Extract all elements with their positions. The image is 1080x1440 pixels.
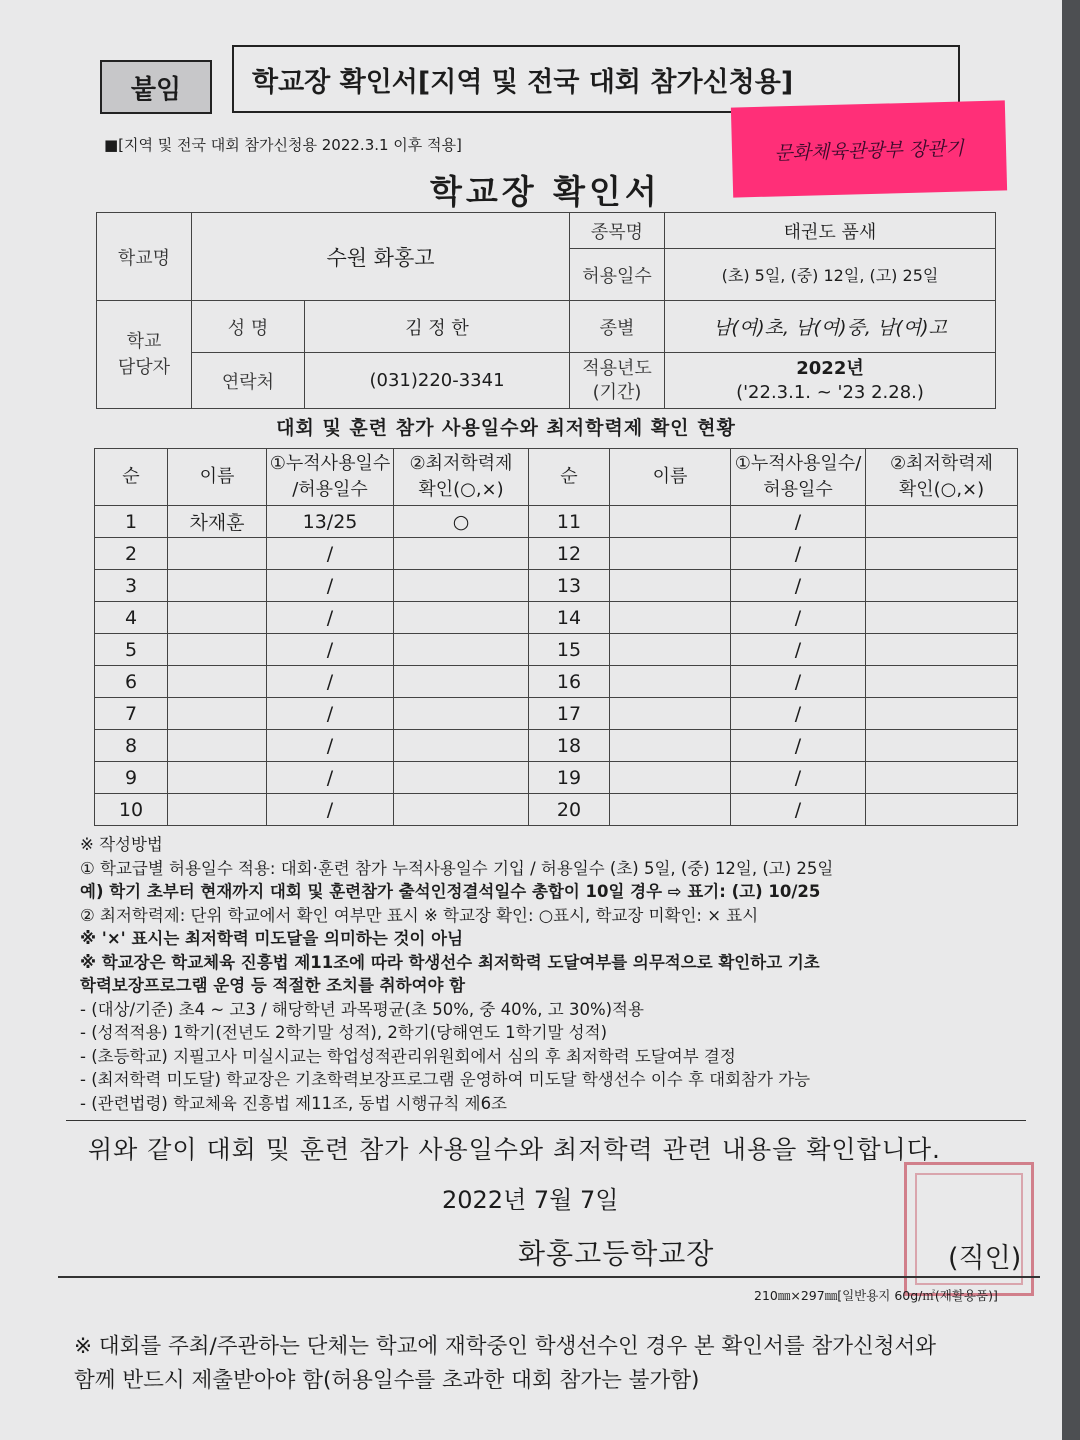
row-number: 7 bbox=[95, 698, 168, 730]
page-title: 학교장 확인서 bbox=[430, 172, 661, 211]
student-name bbox=[168, 570, 267, 602]
contact-label: 연락처 bbox=[192, 353, 305, 409]
used-days: / bbox=[731, 602, 866, 634]
used-days: / bbox=[731, 634, 866, 666]
name-label: 성 명 bbox=[192, 301, 305, 353]
used-days: / bbox=[267, 698, 394, 730]
school-label: 학교명 bbox=[97, 213, 192, 301]
note-line: - (성적적용) 1학기(전년도 2학기말 성적), 2학기(당해연도 1학기말 성적) bbox=[80, 1023, 608, 1042]
used-days: / bbox=[731, 506, 866, 538]
table-row bbox=[95, 506, 1018, 538]
academic-check bbox=[394, 730, 529, 762]
used-days: / bbox=[267, 762, 394, 794]
student-name: 차재훈 bbox=[168, 506, 267, 538]
contact-value: (031)220-3341 bbox=[305, 353, 570, 409]
academic-check bbox=[866, 570, 1018, 602]
row-number: 3 bbox=[95, 570, 168, 602]
academic-check bbox=[866, 698, 1018, 730]
gender-value: 남(여)초, 남(여)중, 남(여)고 bbox=[665, 301, 996, 353]
confirm-statement: 위와 같이 대회 및 훈련 참가 사용일수와 최저학력 관련 내용을 확인합니다. bbox=[88, 1135, 941, 1164]
principal-title: 화홍고등학교장 bbox=[518, 1237, 715, 1270]
used-days: / bbox=[731, 730, 866, 762]
student-name bbox=[610, 730, 731, 762]
table-row bbox=[95, 698, 1018, 730]
note-line: - (대상/기준) 초4 ~ 고3 / 해당학년 과목평균(초 50%, 중 40%, 고 30%)적용 bbox=[80, 999, 644, 1019]
used-days: / bbox=[731, 570, 866, 602]
note-line: ② 최저학력제: 단위 학교에서 확인 여부만 표시 ※ 학교장 확인: ○표시, 학교장 미확인: × 표시 bbox=[80, 905, 759, 925]
info-table bbox=[96, 212, 996, 409]
table-row bbox=[95, 538, 1018, 570]
year-cell bbox=[665, 353, 996, 409]
student-name bbox=[168, 634, 267, 666]
row-number: 4 bbox=[95, 602, 168, 634]
academic-check bbox=[394, 538, 529, 570]
writing-guide bbox=[80, 833, 1040, 1115]
header-check: ②최저학력제 확인(○,×) bbox=[866, 449, 1018, 506]
name-value: 김 정 한 bbox=[305, 301, 570, 353]
header-days: ①누적사용일수 /허용일수 bbox=[267, 449, 394, 506]
academic-check: ○ bbox=[394, 506, 529, 538]
academic-check bbox=[394, 666, 529, 698]
used-days: / bbox=[267, 794, 394, 826]
used-days: / bbox=[731, 794, 866, 826]
academic-check bbox=[866, 634, 1018, 666]
issue-date: 2022년 7월 7일 bbox=[442, 1186, 619, 1214]
used-days: / bbox=[267, 730, 394, 762]
allowed-value: (초) 5일, (중) 12일, (고) 25일 bbox=[665, 249, 996, 301]
note-line: ① 학교급별 허용일수 적용: 대회·훈련 참가 누적사용일수 기입 / 허용일수 (초) 5일, (중) 12일, (고) 25일 bbox=[80, 858, 834, 878]
note-line: - (관련법령) 학교체육 진흥법 제11조, 동법 시행규칙 제6조 bbox=[80, 1093, 507, 1113]
row-number: 20 bbox=[529, 794, 610, 826]
sticky-note bbox=[731, 100, 1007, 197]
student-name bbox=[168, 538, 267, 570]
academic-check bbox=[866, 794, 1018, 826]
table-row bbox=[95, 666, 1018, 698]
student-name bbox=[610, 506, 731, 538]
divider bbox=[58, 1276, 1040, 1278]
background-surface bbox=[1062, 0, 1080, 1440]
allowed-label: 허용일수 bbox=[570, 249, 665, 301]
header-no: 순 bbox=[95, 449, 168, 506]
header-name: 이름 bbox=[168, 449, 267, 506]
divider bbox=[66, 1120, 1026, 1121]
used-days: / bbox=[267, 538, 394, 570]
gender-label: 종별 bbox=[570, 301, 665, 353]
event-label: 종목명 bbox=[570, 213, 665, 249]
student-name bbox=[168, 698, 267, 730]
status-header-row bbox=[95, 449, 1018, 506]
academic-check bbox=[866, 602, 1018, 634]
academic-check bbox=[394, 762, 529, 794]
used-days: / bbox=[267, 570, 394, 602]
student-name bbox=[168, 794, 267, 826]
event-value: 태권도 품새 bbox=[665, 213, 996, 249]
note-line: 학력보장프로그램 운영 등 적절한 조치를 취하여야 함 bbox=[80, 976, 466, 995]
note-line: 예) 학기 초부터 현재까지 대회 및 훈련참가 출석인정결석일수 총합이 10일 경우 ⇨ 표기: (고) 10/25 bbox=[80, 882, 821, 901]
used-days: / bbox=[731, 762, 866, 794]
status-title: 대회 및 훈련 참가 사용일수와 최저학력제 확인 현황 bbox=[276, 417, 736, 439]
sticky-note-text: 문화체육관광부 장관기 bbox=[773, 137, 965, 164]
note-line: - (최저학력 미도달) 학교장은 기초학력보장프로그램 운영하여 미도달 학생선수 이수 후 대회참가 가능 bbox=[80, 1070, 811, 1089]
used-days: / bbox=[731, 538, 866, 570]
used-days: 13/25 bbox=[267, 506, 394, 538]
row-number: 6 bbox=[95, 666, 168, 698]
row-number: 5 bbox=[95, 634, 168, 666]
bottom-notice bbox=[74, 1330, 936, 1398]
academic-check bbox=[866, 506, 1018, 538]
table-row bbox=[95, 794, 1018, 826]
doc-header-title: 학교장 확인서[지역 및 전국 대회 참가신청용] bbox=[232, 45, 960, 113]
academic-check bbox=[394, 602, 529, 634]
used-days: / bbox=[731, 666, 866, 698]
student-name bbox=[168, 730, 267, 762]
student-name bbox=[610, 794, 731, 826]
table-row bbox=[95, 634, 1018, 666]
academic-check bbox=[866, 666, 1018, 698]
row-number: 15 bbox=[529, 634, 610, 666]
student-name bbox=[610, 666, 731, 698]
row-number: 10 bbox=[95, 794, 168, 826]
used-days: / bbox=[731, 698, 866, 730]
note-line: ※ '×' 표시는 최저학력 미도달을 의미하는 것이 아님 bbox=[80, 929, 464, 948]
student-name bbox=[610, 602, 731, 634]
paper-size-note: 210㎜×297㎜[일반용지 60g/㎡(재활용품)] bbox=[754, 1288, 998, 1303]
row-number: 1 bbox=[95, 506, 168, 538]
row-number: 12 bbox=[529, 538, 610, 570]
row-number: 18 bbox=[529, 730, 610, 762]
academic-check bbox=[394, 698, 529, 730]
student-name bbox=[168, 762, 267, 794]
used-days: / bbox=[267, 602, 394, 634]
seal-label: (직인) bbox=[948, 1243, 1022, 1274]
student-name bbox=[168, 602, 267, 634]
table-row bbox=[95, 602, 1018, 634]
used-days: / bbox=[267, 666, 394, 698]
manager-label: 학교 담당자 bbox=[97, 301, 192, 409]
year-period: ('22.3.1. ~ '23 2.28.) bbox=[736, 381, 924, 403]
header-days: ①누적사용일수/ 허용일수 bbox=[731, 449, 866, 506]
table-row bbox=[95, 762, 1018, 794]
row-number: 16 bbox=[529, 666, 610, 698]
student-name bbox=[610, 570, 731, 602]
table-row bbox=[95, 570, 1018, 602]
student-name bbox=[610, 762, 731, 794]
academic-check bbox=[866, 538, 1018, 570]
status-table bbox=[94, 448, 1018, 826]
note-line: ※ 작성방법 bbox=[80, 835, 163, 854]
attachment-label: 붙임 bbox=[100, 60, 212, 114]
year-value: 2022년 bbox=[796, 357, 864, 379]
academic-check bbox=[394, 634, 529, 666]
row-number: 17 bbox=[529, 698, 610, 730]
year-label: 적용년도 (기간) bbox=[570, 353, 665, 409]
student-name bbox=[610, 538, 731, 570]
notice-line: ※ 대회를 주최/주관하는 단체는 학교에 재학중인 학생선수인 경우 본 확인서를 참가신청서와 bbox=[74, 1334, 937, 1359]
row-number: 13 bbox=[529, 570, 610, 602]
row-number: 19 bbox=[529, 762, 610, 794]
row-number: 14 bbox=[529, 602, 610, 634]
row-number: 8 bbox=[95, 730, 168, 762]
student-name bbox=[168, 666, 267, 698]
row-number: 11 bbox=[529, 506, 610, 538]
table-row bbox=[95, 730, 1018, 762]
header-check: ②최저학력제 확인(○,×) bbox=[394, 449, 529, 506]
academic-check bbox=[866, 730, 1018, 762]
note-line: ※ 학교장은 학교체육 진흥법 제11조에 따라 학생선수 최저학력 도달여부를 의무적으로 확인하고 기초 bbox=[80, 952, 820, 972]
academic-check bbox=[394, 570, 529, 602]
used-days: / bbox=[267, 634, 394, 666]
student-name bbox=[610, 634, 731, 666]
applies-note: ■[지역 및 전국 대회 참가신청용 2022.3.1 이후 적용] bbox=[104, 136, 462, 154]
school-value: 수원 화홍고 bbox=[192, 213, 570, 301]
header-no: 순 bbox=[529, 449, 610, 506]
academic-check bbox=[394, 794, 529, 826]
notice-line: 함께 반드시 제출받아야 함(허용일수를 초과한 대회 참가는 불가함) bbox=[74, 1368, 700, 1393]
row-number: 2 bbox=[95, 538, 168, 570]
student-name bbox=[610, 698, 731, 730]
note-line: - (초등학교) 지필고사 미실시교는 학업성적관리위원회에서 심의 후 최저학력 도달여부 결정 bbox=[80, 1046, 736, 1066]
header-name: 이름 bbox=[610, 449, 731, 506]
academic-check bbox=[866, 762, 1018, 794]
row-number: 9 bbox=[95, 762, 168, 794]
